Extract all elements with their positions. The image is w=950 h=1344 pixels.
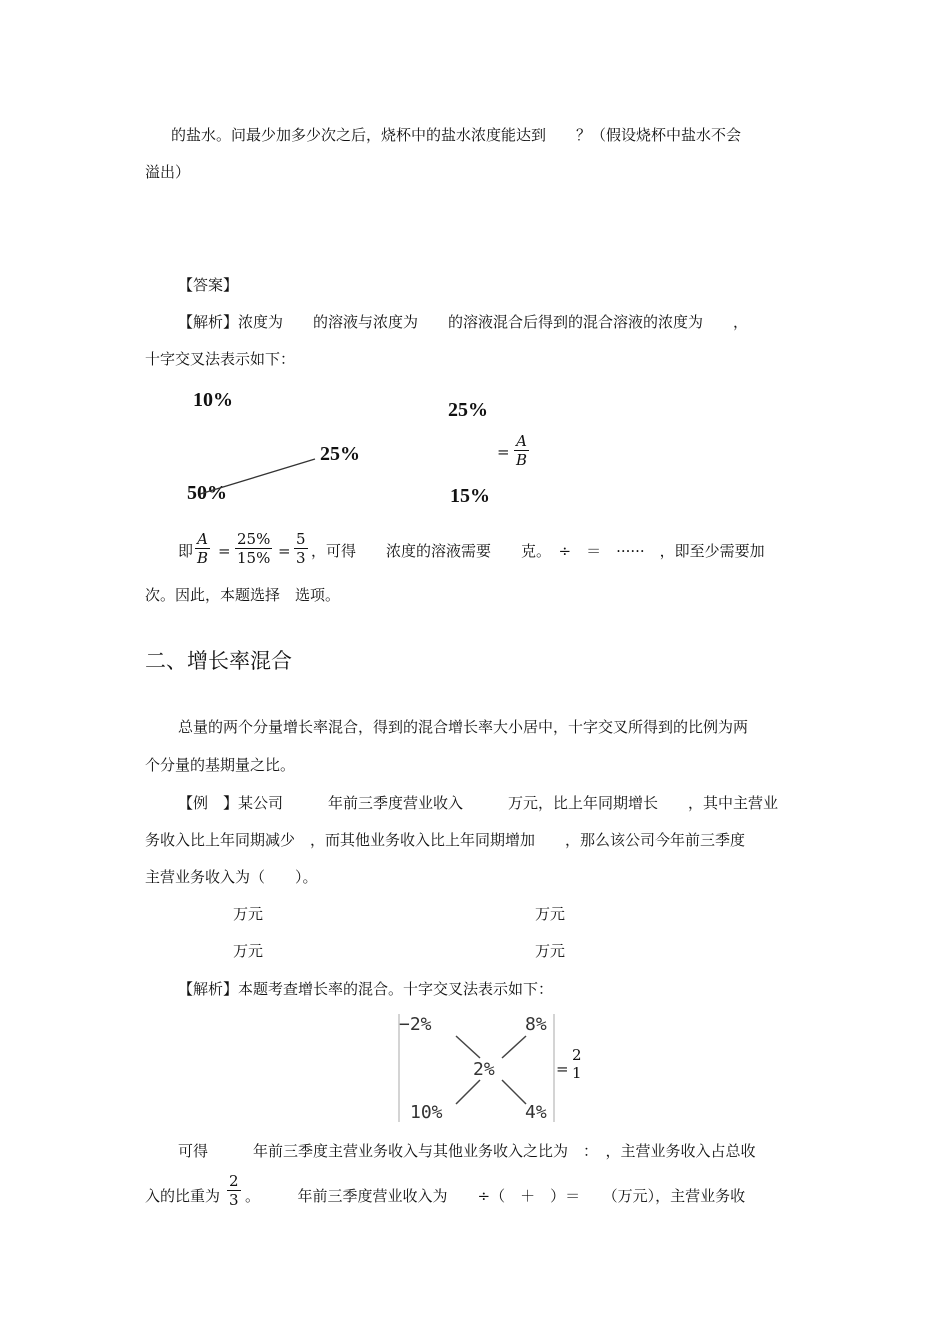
result1-b: B [197,549,209,567]
cross2-bottom-left: 10% [410,1102,443,1123]
cross1-ratio-den: B [516,451,528,469]
result2-rest: 。 年前三季度营业收入为 ÷（ ＋ ）＝ （万元），主营业务收 [245,1187,746,1205]
cross1-equals: = [497,443,510,461]
analysis2-line-1: 【解析】本题考查增长率的混合。十字交叉法表示如下： [178,980,554,998]
result1-rest: ，可得 浓度的溶液需要 克。 ÷ ＝ ······ ，即至少需要加 [311,542,765,560]
result1-r-den: 3 [296,549,306,567]
result1-frac-pct [235,530,272,567]
result1-frac-ab [195,530,210,567]
cross2-equals: = [556,1060,569,1078]
result1-frac-ratio [294,530,308,567]
cross1-top-left: 10% [193,389,233,411]
cross2-top-left: −2% [399,1014,432,1035]
result1-prefix: 即 [178,542,194,560]
cross2-middle: 2% [473,1059,495,1080]
cross2-num: 2 [572,1046,582,1064]
cross1-line [190,450,330,500]
result2-line-1: 可得 年前三季度主营业务收入与其他业务收入之比为 ： ，主营业务收入占总收 [178,1142,756,1160]
question-line-1: 的盐水。问最少加多少次之后，烧杯中的盐水浓度能达到 ？（假设烧杯中盐水不会 [171,126,742,144]
result1-r-num: 5 [296,530,306,548]
example-line-1: 【例 】某公司 年前三季度营业收入 万元，比上年同期增长 ，其中主营业 [178,794,779,812]
analysis-line-1: 【解析】浓度为 的溶液与浓度为 的溶液混合后得到的混合溶液的浓度为 ， [178,313,749,331]
result1-line-2: 次。因此，本题选择 选项。 [145,586,341,604]
cross2-top-right: 8% [525,1014,547,1035]
option-b: 万元 [535,905,566,923]
result2-frac-num: 2 [229,1172,239,1190]
result1-eq2: = [278,542,291,560]
cross2-bottom-right: 4% [525,1102,547,1123]
example-line-2: 务收入比上年同期减少 ，而其他业务收入比上年同期增加 ，那么该公司今年前三季度 [145,831,746,849]
result1-den: 15% [237,549,271,567]
option-d: 万元 [535,942,566,960]
cross1-ratio-num: A [516,432,527,450]
cross2-ratio [570,1046,584,1082]
cross2-den: 1 [572,1064,582,1082]
intro-line-2: 个分量的基期量之比。 [145,756,296,774]
result2-frac-den: 3 [229,1191,239,1209]
intro-line-1: 总量的两个分量增长率混合，得到的混合增长率大小居中，十字交叉所得到的比例为两 [178,718,749,736]
analysis-line-2: 十字交叉法表示如下： [145,350,296,368]
result1-num: 25% [237,530,271,548]
result2-prefix: 入的比重为 [145,1187,221,1205]
cross1-top-right: 25% [448,399,488,421]
cross1-ratio [514,432,529,469]
option-c: 万元 [233,942,264,960]
example-line-3: 主营业务收入为（ ）。 [145,868,318,886]
answer-label: 【答案】 [178,276,239,294]
question-line-2: 溢出） [145,163,191,181]
result1-eq1: = [218,542,231,560]
section-title: 二、增长率混合 [145,649,292,673]
result1-a: A [197,530,208,548]
option-a: 万元 [233,905,264,923]
result2-frac [227,1172,241,1209]
cross1-middle: 25% [320,443,360,465]
cross1-bottom-right: 15% [450,485,490,507]
cross1-bottom-left: 50% [187,482,227,504]
